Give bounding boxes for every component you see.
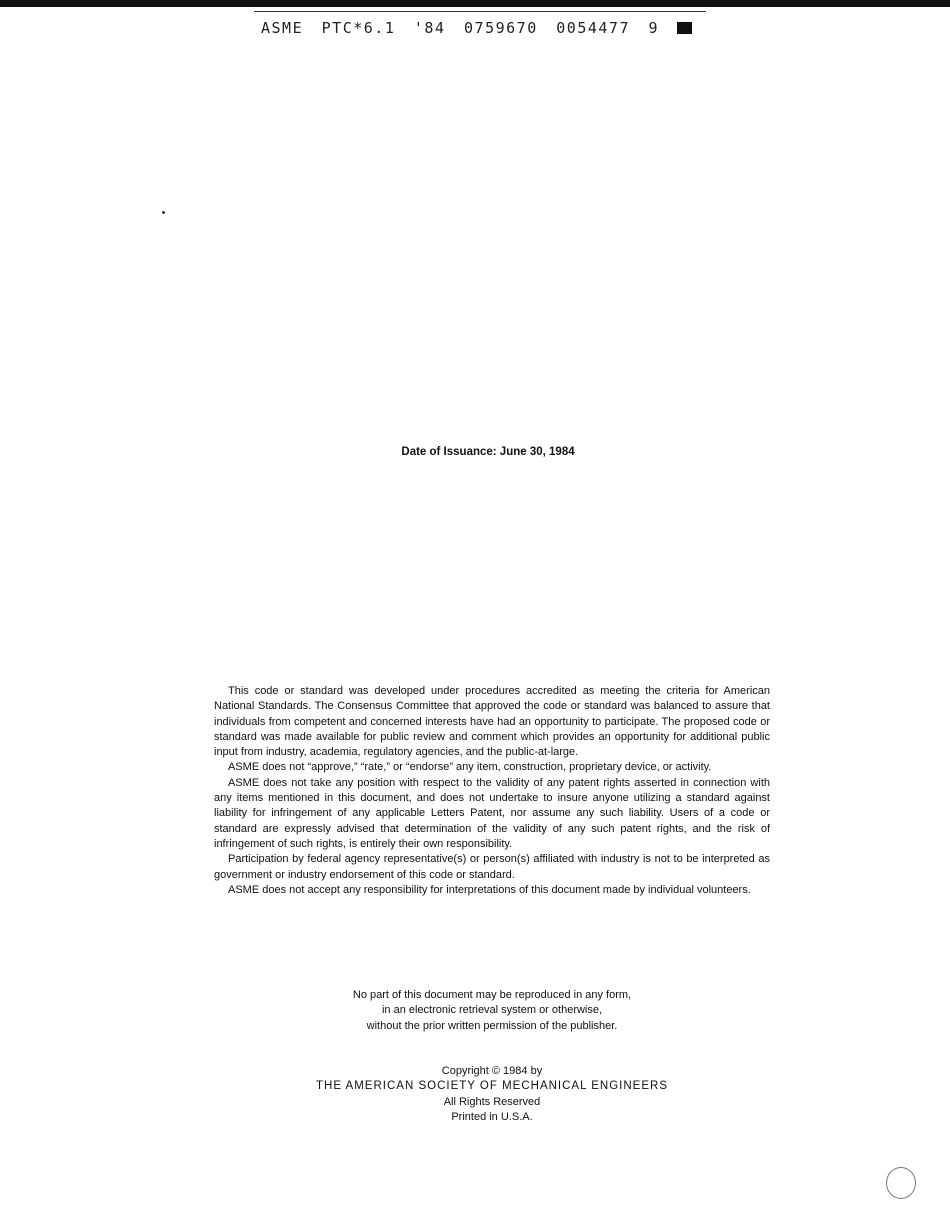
- scan-speck: [162, 211, 165, 214]
- header-org: ASME: [261, 19, 304, 37]
- date-of-issuance: Date of Issuance: June 30, 1984: [401, 446, 575, 458]
- rights-reserved: All Rights Reserved: [443, 1095, 541, 1108]
- header-marker-block: [677, 22, 692, 34]
- reproduction-notice: [284, 988, 700, 1034]
- reproduction-line: in an electronic retrieval system or otherwise,: [381, 1004, 603, 1017]
- document-header-code: [261, 19, 667, 37]
- copyright-block: [284, 1064, 700, 1125]
- header-rule: [254, 11, 706, 12]
- notice-paragraph-endorsement: ASME does not “approve,” “rate,” or “endorse” any item, construction, proprietary device, or activity.: [228, 761, 712, 774]
- header-standard-number: PTC*6.1: [321, 19, 396, 37]
- reproduction-line: No part of this document may be reproduced in any form,: [352, 989, 632, 1001]
- notice-paragraph-patent: ASME does not take any position with respect to the validity of any patent rights asserted in connection with any items mentioned in this document, and does not undertake to insure anyone utilizing a standard against liability for infringement of any applicable Letters Patent, nor assume any such liability. Users of a code or standard are expressly advised that determination of the validity of any such patent rights, and the risk of infringement of such rights, is entirely their own responsibility.: [214, 776, 770, 850]
- legal-notice: [214, 684, 770, 898]
- notice-paragraph-federal: Participation by federal agency representative(s) or person(s) affiliated with industry is not to be interpreted as government or industry endorsement of this code or standard.: [214, 853, 770, 881]
- header-year: '84: [413, 19, 446, 37]
- punch-hole-mark: [886, 1167, 916, 1199]
- header-catalog-code: 0759670: [464, 19, 538, 37]
- notice-paragraph-interpretation: ASME does not accept any responsibility for interpretations of this document made by individual volunteers.: [228, 883, 751, 896]
- reproduction-line: without the prior written permission of the publisher.: [366, 1019, 618, 1032]
- header-serial-number: 0054477: [556, 19, 630, 37]
- notice-paragraph-accreditation: This code or standard was developed under procedures accredited as meeting the criteria for American National Standards. The Consensus Committee that approved the code or standard was balanced to assure that individuals from competent and concerned interests have had an opportunity to participate. The proposed code or standard was made available for public review and comment which provides an opportunity for additional public input from industry, academia, regulatory agencies, and the public-at-large.: [214, 685, 770, 759]
- header-check-digit: 9: [648, 19, 660, 37]
- copyright-organization: THE AMERICAN SOCIETY OF MECHANICAL ENGINEERS: [316, 1080, 668, 1093]
- printed-in: Printed in U.S.A.: [451, 1110, 533, 1123]
- copyright-line: Copyright © 1984 by: [441, 1065, 543, 1077]
- scan-top-border: [0, 0, 950, 7]
